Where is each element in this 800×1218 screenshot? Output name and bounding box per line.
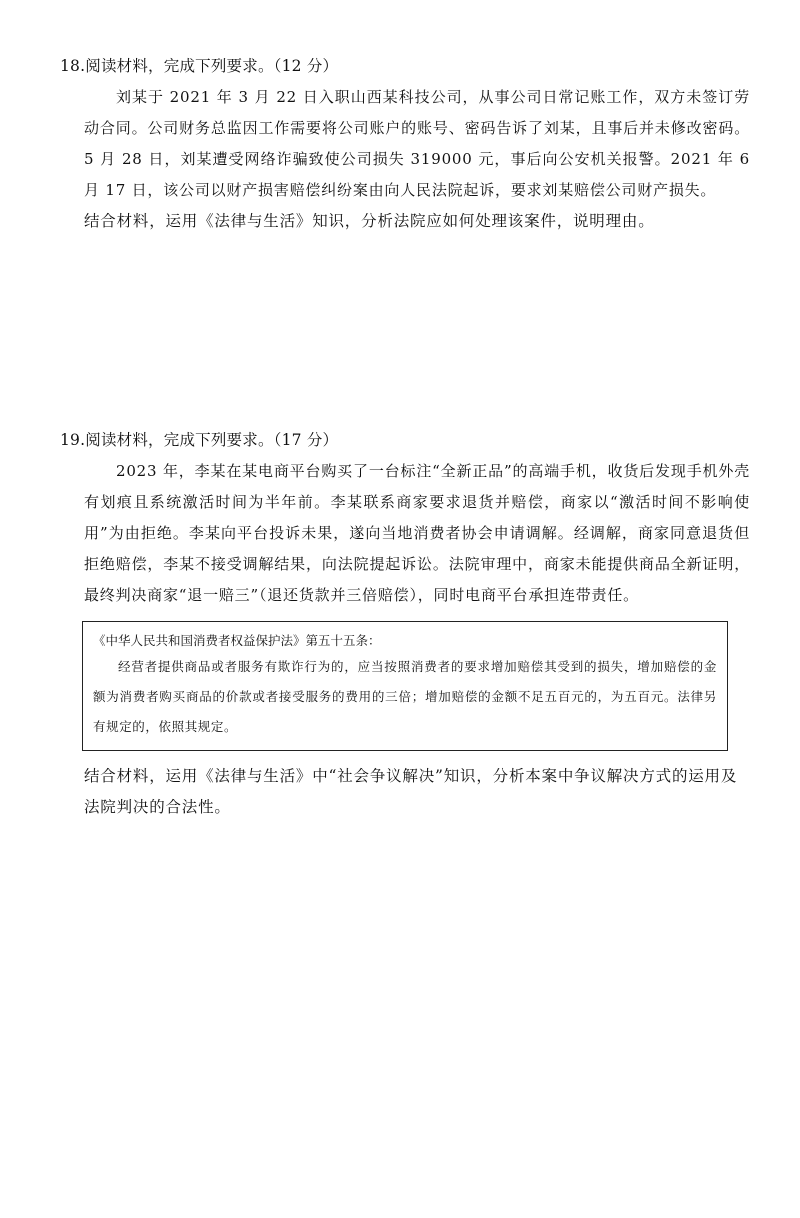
law-excerpt-text: 经营者提供商品或者服务有欺诈行为的，应当按照消费者的要求增加赔偿其受到的损失，增加赔偿的金额为消费者购买商品的价款或者接受服务的费用的三倍；增加赔偿的金额不足五百元的，为五百元。法律另有规定的，依照其规定。 (93, 659, 717, 734)
question-18-title: 18.阅读材料，完成下列要求。（12 分） (60, 57, 339, 75)
question-18 (60, 56, 750, 237)
question-19-title: 19.阅读材料，完成下列要求。（17 分） (60, 431, 339, 449)
law-excerpt-title: 《中华人民共和国消费者权益保护法》第五十五条： (93, 633, 381, 648)
law-excerpt-box (82, 621, 728, 751)
question-19-material: 2023 年，李某在某电商平台购买了一台标注“全新正品”的高端手机，收货后发现手机外壳有划痕且系统激活时间为半年前。李某联系商家要求退货并赔偿，商家以“激活时间不影响使用”为由拒绝。李某向平台投诉未果，遂向当地消费者协会申请调解。经调解，商家同意退货但拒绝赔偿，李某不接受调解结果，向法院提起诉讼。法院审理中，商家未能提供商品全新证明，最终判决商家“退一赔三”（退还货款并三倍赔偿），同时电商平台承担连带责任。 (84, 462, 750, 604)
question-19-task: 结合材料，运用《法律与生活》中“社会争议解决”知识，分析本案中争议解决方式的运用及法院判决的合法性。 (84, 767, 738, 816)
question-18-task: 结合材料，运用《法律与生活》知识，分析法院应如何处理该案件，说明理由。 (84, 212, 655, 230)
question-19 (60, 430, 750, 823)
question-18-material: 刘某于 2021 年 3 月 22 日入职山西某科技公司，从事公司日常记账工作，双方未签订劳动合同。公司财务总监因工作需要将公司账户的账号、密码告诉了刘某，且事后并未修改密码。5 月 28 日，刘某遭受网络诈骗致使公司损失 319000 元，事后向公安机关报警。2021 年 6 月 17 日，该公司以财产损害赔偿纠纷案由向人民法院起诉，要求刘某赔偿公司财产损失。 (84, 88, 750, 199)
